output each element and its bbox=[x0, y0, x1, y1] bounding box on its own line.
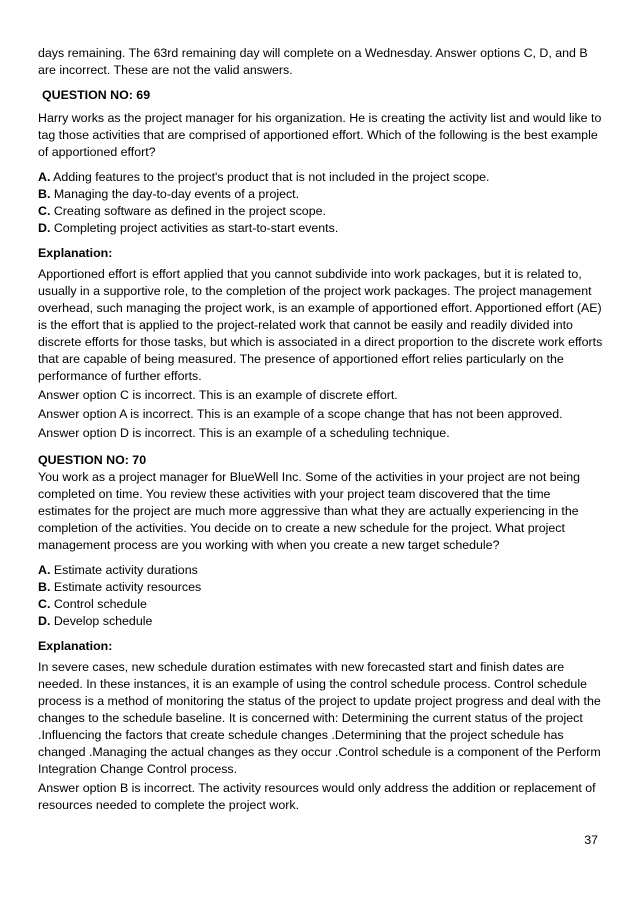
intro-paragraph: days remaining. The 63rd remaining day will complete on a Wednesday. Answer options C, D, and B are incorrect. These are not the valid answers. bbox=[38, 46, 588, 77]
document-page bbox=[38, 45, 604, 816]
option-text: Estimate activity resources bbox=[53, 580, 202, 594]
option-text: Managing the day-to-day events of a project. bbox=[53, 187, 300, 201]
explanation-note: Answer option D is incorrect. This is an example of a scheduling technique. bbox=[38, 426, 450, 440]
question-heading: QUESTION NO: 70 bbox=[38, 453, 147, 467]
option-letter: B. bbox=[38, 580, 51, 594]
explanation-text: Apportioned effort is effort applied that you cannot subdivide into work packages, but it is related to, usually in a supportive role, to the completion of the project work packages. The project management overhead, such managing the project work, is an example of apportioned effort. Apportioned effort (AE) is the effort that is applied to the project-related work that cannot be easily and readily divided into discrete efforts for those tasks, but which is associated in a direct proportion to the discrete work efforts that are capable of being measured. The presence of apportioned effort relies particularly on the performance of further efforts. bbox=[38, 267, 603, 383]
option-text: Control schedule bbox=[53, 597, 147, 611]
answer-options bbox=[38, 562, 604, 630]
question-text: You work as a project manager for BlueWell Inc. Some of the activities in your project are not being completed on time. You review these activities with your project team discovered that the time estimates for the project are much more aggressive than what they are actually experiencing in the completion of the activities. You decide on to create a new schedule for the project. What project management process are you working with when you create a new target schedule? bbox=[38, 470, 581, 552]
question-70 bbox=[38, 452, 604, 814]
answer-options bbox=[38, 169, 604, 237]
option-b bbox=[38, 579, 604, 596]
option-letter: C. bbox=[38, 204, 51, 218]
option-letter: D. bbox=[38, 221, 51, 235]
option-text: Estimate activity durations bbox=[53, 563, 198, 577]
option-letter: C. bbox=[38, 597, 51, 611]
explanation-text: In severe cases, new schedule duration estimates with new forecasted start and finish dates are needed. In these instances, it is an example of using the control schedule process. Control schedule process is a method of monitoring the status of the project to update project progress and deal with the changes to the schedule baseline. It is concerned with: Determining the current status of the project .Influencing the factors that create schedule changes .Determining that the project schedule has changed .Managing the actual changes as they occur .Control schedule is a component of the Perform Integration Change Control process. bbox=[38, 660, 601, 776]
option-letter: D. bbox=[38, 614, 51, 628]
option-letter: A. bbox=[38, 170, 51, 184]
option-letter: B. bbox=[38, 187, 51, 201]
option-c bbox=[38, 596, 604, 613]
option-a bbox=[38, 169, 604, 186]
explanation-heading: Explanation: bbox=[38, 639, 113, 653]
option-b bbox=[38, 186, 604, 203]
explanation-note: Answer option B is incorrect. The activity resources would only address the addition or replacement of resources needed to complete the project work. bbox=[38, 781, 596, 812]
explanation-heading: Explanation: bbox=[38, 246, 113, 260]
explanation-note: Answer option A is incorrect. This is an example of a scope change that has not been approved. bbox=[38, 407, 563, 421]
option-d bbox=[38, 613, 604, 630]
question-heading: QUESTION NO: 69 bbox=[42, 88, 151, 102]
option-d bbox=[38, 220, 604, 237]
option-text: Completing project activities as start-to-start events. bbox=[53, 221, 339, 235]
option-text: Develop schedule bbox=[53, 614, 153, 628]
option-letter: A. bbox=[38, 563, 51, 577]
question-text: Harry works as the project manager for his organization. He is creating the activity list and would like to tag those activities that are comprised of apportioned effort. Which of the following is the best example of apportioned effort? bbox=[38, 111, 602, 159]
question-69 bbox=[38, 87, 604, 442]
option-text: Adding features to the project's product that is not included in the project scope. bbox=[53, 170, 490, 184]
explanation-note: Answer option C is incorrect. This is an example of discrete effort. bbox=[38, 388, 398, 402]
page-number: 37 bbox=[584, 833, 598, 847]
option-a bbox=[38, 562, 604, 579]
option-text: Creating software as defined in the project scope. bbox=[53, 204, 326, 218]
option-c bbox=[38, 203, 604, 220]
